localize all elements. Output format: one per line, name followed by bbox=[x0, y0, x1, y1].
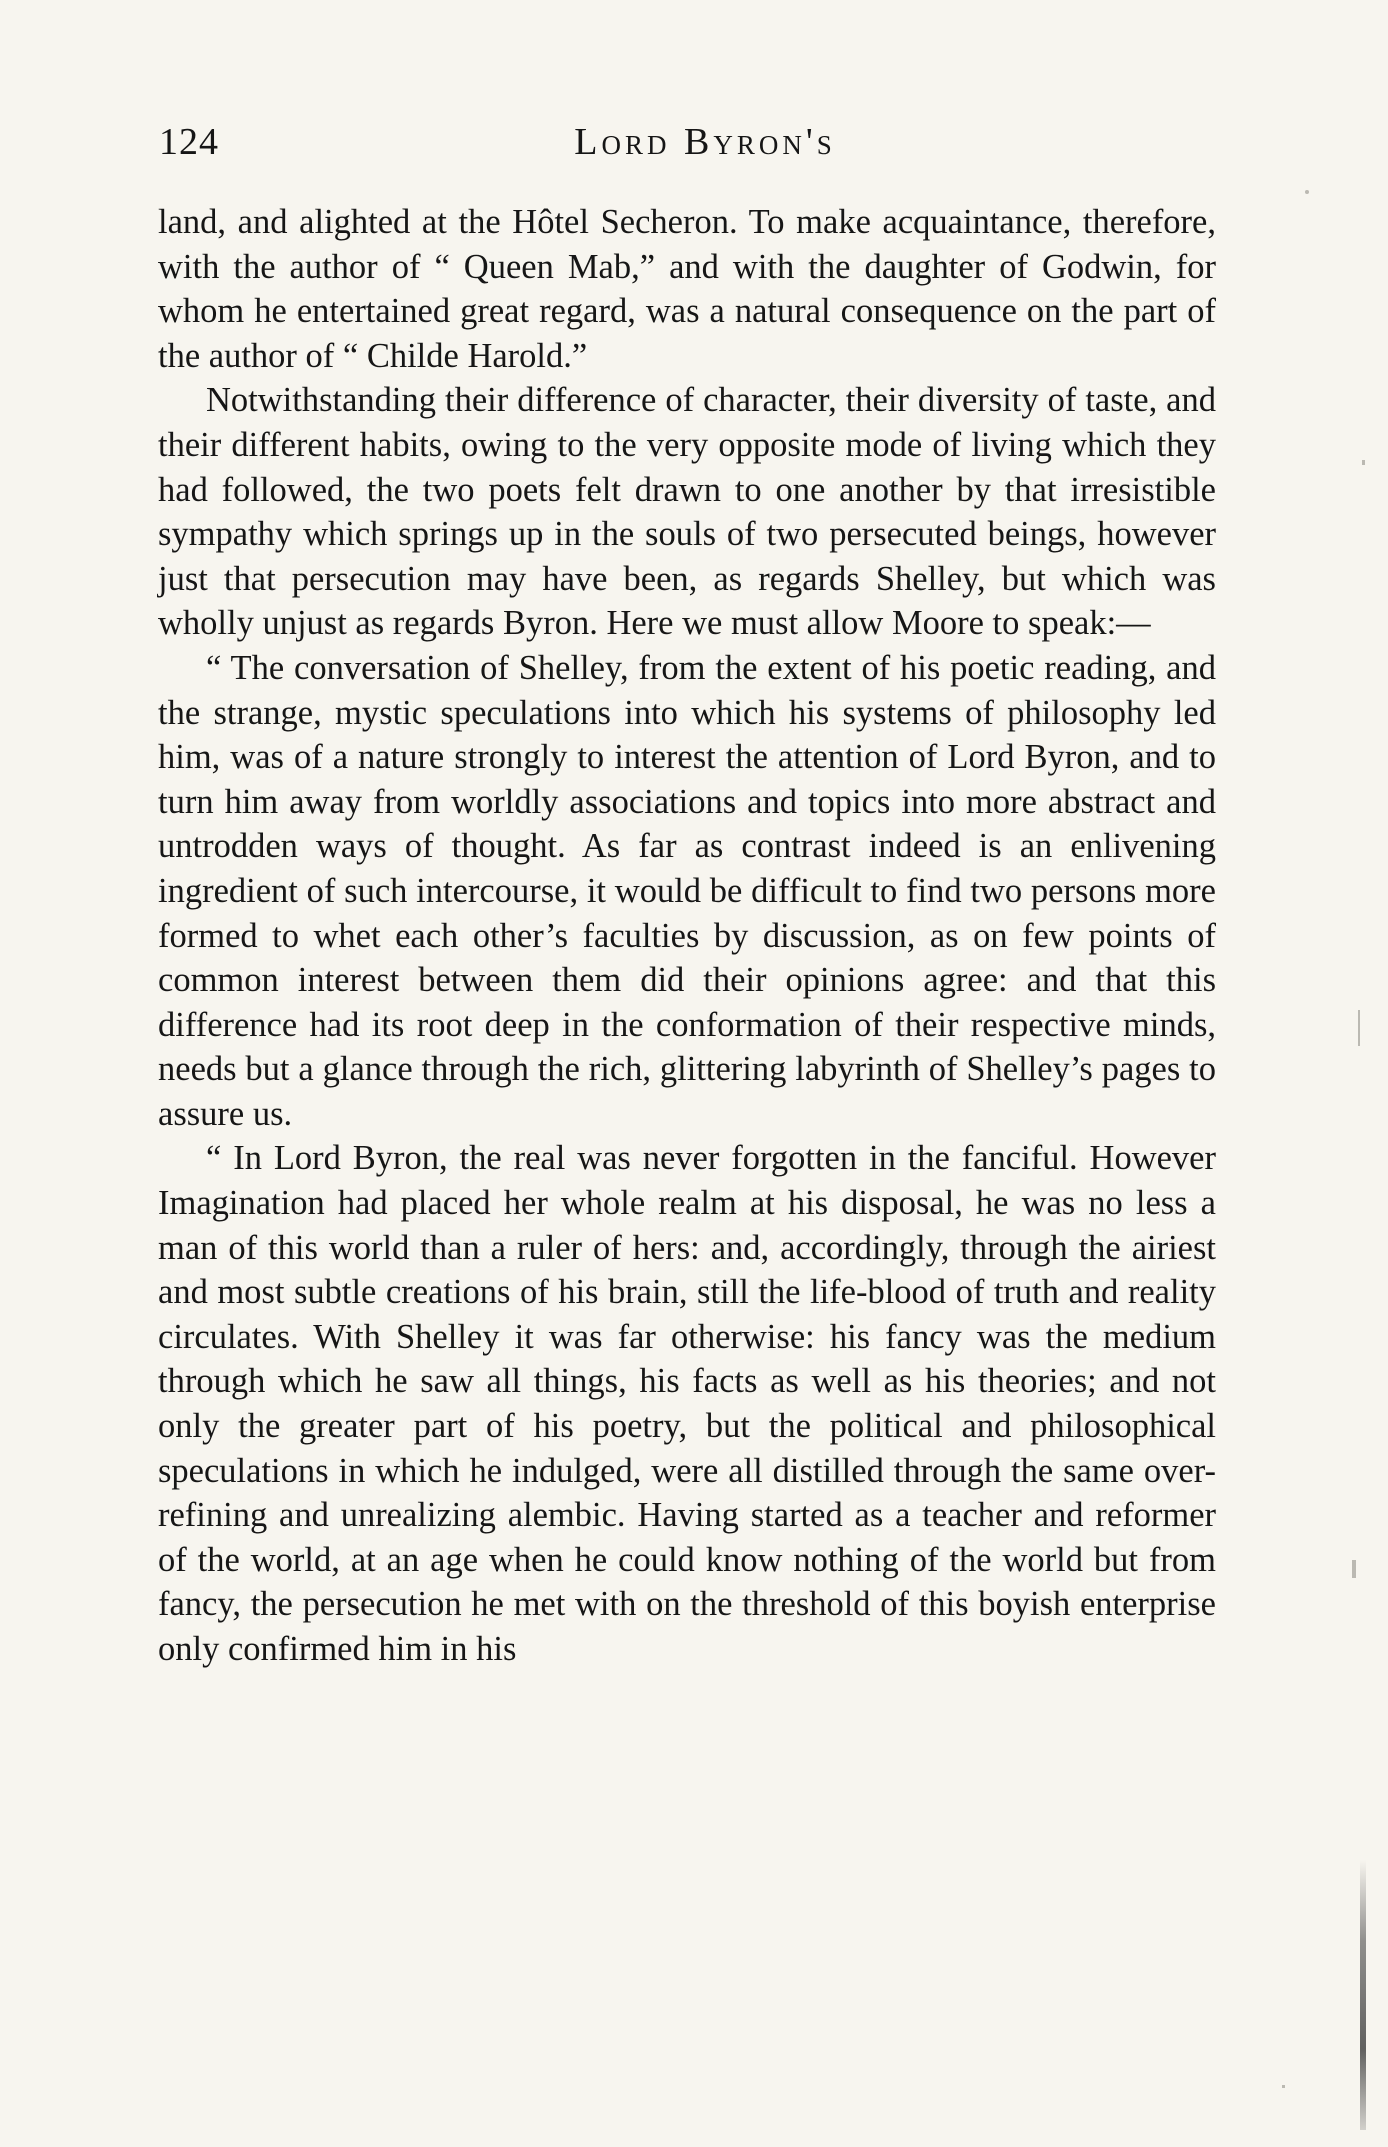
scan-speck bbox=[1305, 190, 1309, 194]
scan-speck bbox=[1282, 2085, 1285, 2088]
scan-speck bbox=[1352, 1560, 1356, 1578]
scan-edge-shadow bbox=[1360, 1860, 1366, 2130]
page-number: 124 bbox=[159, 121, 219, 163]
body-text bbox=[158, 200, 1216, 1672]
scan-speck bbox=[1358, 1010, 1360, 1046]
paragraph-2: Notwithstanding their difference of character, their diversity of taste, and their different habits, owing to the very opposite mode of living which they had followed, the two poets felt drawn to one another by that irresistible sympathy which springs up in the souls of two persecuted beings, however just that persecution may have been, as regards Shelley, but which was wholly unjust as regards Byron. Here we must allow Moore to speak:— bbox=[158, 381, 1216, 643]
running-title: Lord Byron's bbox=[574, 121, 836, 163]
paragraph-3-quote: “ The conversation of Shelley, from the extent of his poetic reading, and the strange, mystic speculations into which his systems of philosophy led him, was of a nature strongly to interest the attention of Lord Byron, and to turn him away from worldly associations and topics into more abstract and untrodden ways of thought. As far as contrast indeed is an enlivening ingredient of such intercourse, it would be difficult to find two persons more formed to whet each other’s faculties by discussion, as on few points of common interest between them did their opinions agree: and that this difference had its root deep in the conformation of their respective minds, needs but a glance through the rich, glittering labyrinth of Shelley’s pages to assure us. bbox=[158, 648, 1216, 1133]
running-head bbox=[155, 120, 1215, 180]
paragraph-4-quote: “ In Lord Byron, the real was never forgotten in the fanciful. However Imagination had placed her whole realm at his disposal, he was no less a man of this world than a ruler of hers: and, accordingly, through the airiest and most subtle creations of his brain, still the life-blood of truth and reality circulates. With Shelley it was far otherwise: his fancy was the medium through which he saw all things, his facts as well as his theories; and not only the greater part of his poetry, but the political and philosophical speculations in which he indulged, were all distilled through the same over-refining and unrealizing alembic. Having started as a teacher and reformer of the world, at an age when he could know nothing of the world but from fancy, the persecution he met with on the threshold of this boyish enterprise only confirmed him in his bbox=[158, 1139, 1216, 1668]
scan-speck bbox=[1362, 460, 1365, 465]
paragraph-1: land, and alighted at the Hôtel Secheron. To make acquaintance, therefore, with the author of “ Queen Mab,” and with the daughter of Godwin, for whom he entertained great regard, was a natural consequence on the part of the author of “ Childe Harold.” bbox=[158, 203, 1216, 375]
